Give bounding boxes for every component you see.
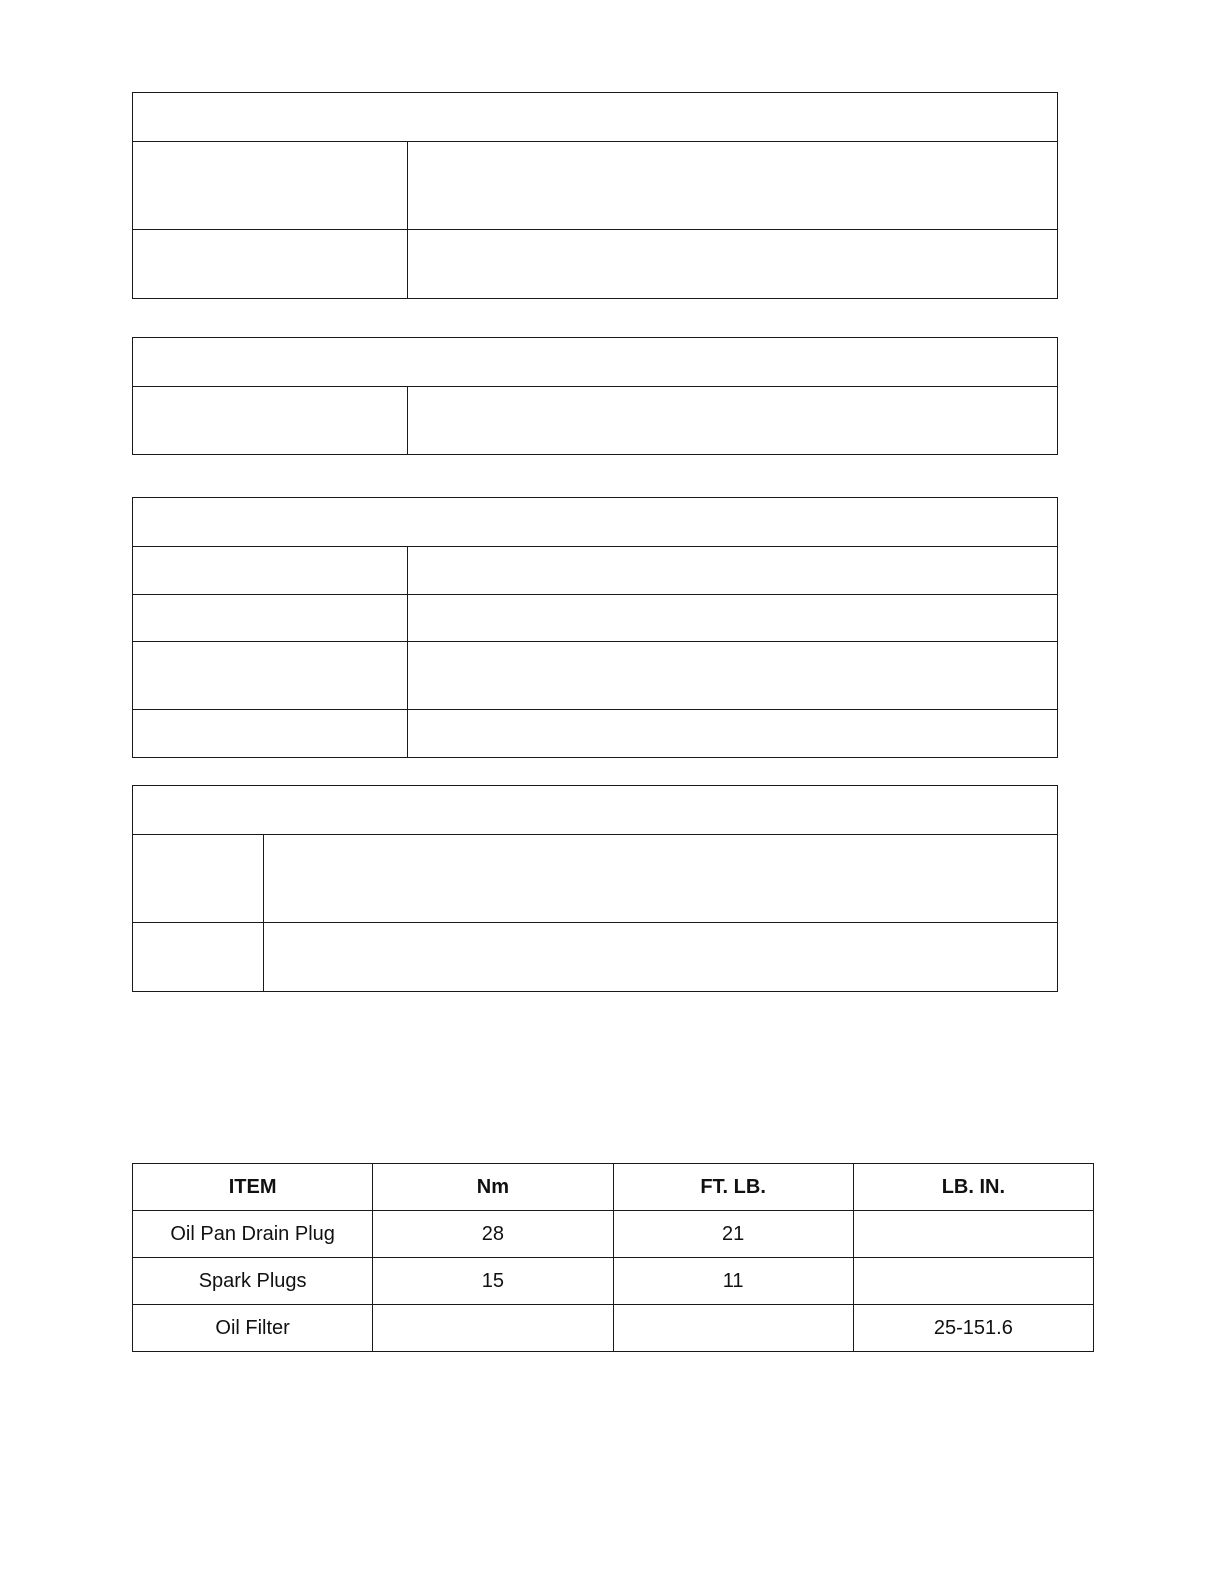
lb-in-cell: 25-151.6 bbox=[853, 1305, 1093, 1352]
spec-table-3-row-divider bbox=[132, 709, 1058, 710]
column-header-ft-lb: FT. LB. bbox=[613, 1164, 853, 1211]
column-header-nm: Nm bbox=[373, 1164, 613, 1211]
ft-lb-cell: 11 bbox=[613, 1258, 853, 1305]
spec-table-3-row-divider bbox=[132, 594, 1058, 595]
spec-table-3-row-divider bbox=[132, 641, 1058, 642]
table-row bbox=[133, 1305, 1094, 1352]
table-row bbox=[133, 1211, 1094, 1258]
lb-in-cell bbox=[853, 1258, 1093, 1305]
item-cell: Oil Pan Drain Plug bbox=[133, 1211, 373, 1258]
item-cell: Spark Plugs bbox=[133, 1258, 373, 1305]
spec-table-2-header-divider bbox=[132, 386, 1058, 387]
item-cell: Oil Filter bbox=[133, 1305, 373, 1352]
spec-table-1-header-divider bbox=[132, 141, 1058, 142]
spec-table-3-header-divider bbox=[132, 546, 1058, 547]
spec-table-4-header-divider bbox=[132, 834, 1058, 835]
spec-table-1 bbox=[132, 92, 1058, 299]
torque-table-header-row bbox=[133, 1164, 1094, 1211]
nm-cell: 28 bbox=[373, 1211, 613, 1258]
column-header-lb-in: LB. IN. bbox=[853, 1164, 1093, 1211]
spec-table-2-column-divider bbox=[407, 386, 408, 455]
spec-table-3 bbox=[132, 497, 1058, 758]
table-row bbox=[133, 1258, 1094, 1305]
nm-cell bbox=[373, 1305, 613, 1352]
spec-table-3-column-divider bbox=[407, 546, 408, 758]
spec-table-4-column-divider bbox=[263, 834, 264, 992]
ft-lb-cell bbox=[613, 1305, 853, 1352]
torque-spec-table bbox=[132, 1163, 1094, 1352]
spec-table-2 bbox=[132, 337, 1058, 455]
nm-cell: 15 bbox=[373, 1258, 613, 1305]
spec-table-4-row-divider bbox=[132, 922, 1058, 923]
spec-table-1-row-divider bbox=[132, 229, 1058, 230]
lb-in-cell bbox=[853, 1211, 1093, 1258]
spec-table-4 bbox=[132, 785, 1058, 992]
spec-table-1-column-divider bbox=[407, 141, 408, 299]
ft-lb-cell: 21 bbox=[613, 1211, 853, 1258]
column-header-item: ITEM bbox=[133, 1164, 373, 1211]
